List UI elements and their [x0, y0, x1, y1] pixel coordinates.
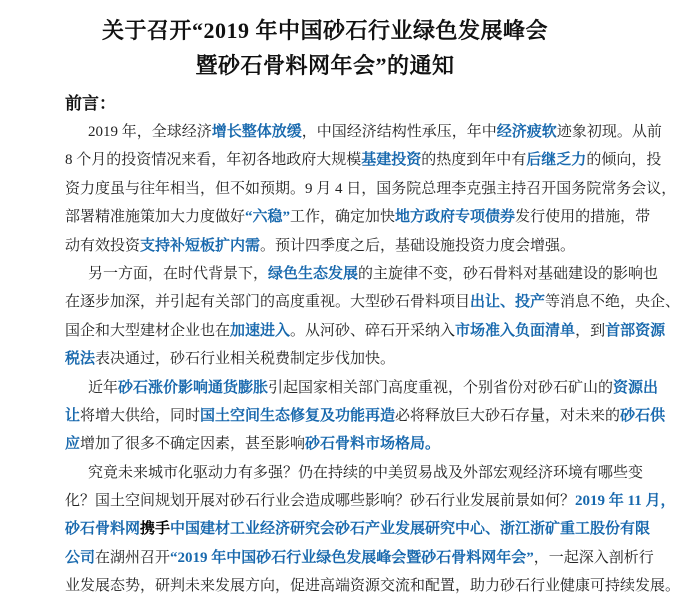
highlighted-phrase: 支持补短板扩内需 — [140, 237, 261, 254]
highlighted-phrase: 让 — [65, 407, 81, 424]
highlighted-phrase: 经济疲软 — [496, 124, 557, 140]
text-segment: 动有效投资 — [65, 237, 141, 254]
highlighted-phrase: 应 — [65, 436, 81, 453]
text-segment: 另一方面，在时代背景下， — [88, 265, 269, 282]
body-text-line — [65, 572, 680, 600]
body-text-line — [65, 374, 659, 402]
text-segment: ，到 — [575, 322, 606, 339]
highlighted-phrase: 国土空间生态修复及功能再造 — [200, 407, 396, 424]
body-text-line — [65, 175, 677, 203]
highlighted-phrase: 砂石骨料市场格局。 — [305, 436, 441, 453]
body-text-line — [65, 515, 651, 543]
bold-phrase: 携手 — [140, 521, 171, 538]
text-segment: 部署精准施策加大力度做好 — [65, 209, 246, 226]
body-text-line — [65, 544, 654, 572]
text-segment: ，中国经济结构性承压，年中 — [301, 124, 497, 140]
text-segment: 业发展态势，研判未来发展方向，促进高端资源交流和配置，助力砂石行业健康可持续发展。 — [65, 578, 680, 595]
text-segment: 引起国家相关部门高度重视，个别省份对砂石矿山的 — [268, 379, 614, 396]
body-text-line — [65, 345, 592, 373]
highlighted-phrase: 市场准入负面清单 — [455, 322, 576, 339]
highlighted-phrase: 增长整体放缓 — [211, 124, 302, 140]
text-segment: 2019 年，全球经济 — [88, 124, 212, 140]
text-segment: 等消息不绝，央企、 — [545, 294, 680, 311]
text-segment: ，一起深入剖析行 — [533, 549, 654, 566]
text-segment: 的热度到年中有 — [421, 152, 527, 169]
text-segment: 迹象初现。从前 — [556, 124, 662, 140]
text-segment: 在逐步加深，并引起有关部门的高度重视。大型砂石骨料项目 — [65, 294, 471, 311]
notice-title-line-2: 暨砂石骨料网年会”的通知 — [195, 53, 455, 78]
notice-title-line-1: 关于召开“2019 年中国砂石行业绿色发展峰会 — [101, 18, 548, 43]
text-segment: 必将释放巨大砂石存量，对未来的 — [395, 407, 621, 424]
highlighted-phrase: 加速进入 — [230, 322, 291, 339]
body-text-line — [65, 402, 666, 430]
highlighted-phrase: “六稳” — [245, 209, 291, 226]
highlighted-phrase: 地方政府专项债券 — [395, 209, 516, 226]
text-segment: 将增大供给，同时 — [80, 407, 201, 424]
body-text-line — [65, 430, 592, 458]
body-text-line — [65, 260, 659, 288]
body-text-line — [65, 118, 662, 146]
highlighted-phrase: 砂石涨价影响通货膨胀 — [118, 379, 269, 396]
text-segment: 在湖州召开 — [95, 549, 171, 566]
text-segment: 。预计四季度之后，基础设施投资力度会增强。 — [260, 237, 576, 254]
text-segment: 的倾向，投 — [586, 152, 662, 169]
highlighted-phrase: 基建投资 — [361, 152, 422, 169]
text-segment: 增加了很多不确定因素，甚至影响 — [80, 436, 306, 453]
body-text-line — [65, 146, 662, 174]
highlighted-phrase: “2019 年中国砂石行业绿色发展峰会暨砂石骨料网年会” — [170, 549, 534, 566]
body-text-line — [65, 459, 644, 487]
body-text-line — [65, 317, 666, 345]
highlighted-phrase: 中国建材工业经济研究会砂石产业发展研究中心、浙江浙矿重工股份有限 — [170, 521, 651, 538]
text-segment: 工作，确定加快 — [290, 209, 396, 226]
highlighted-phrase: 绿色生态发展 — [268, 265, 359, 282]
highlighted-phrase: 2019 年 11 月， — [575, 493, 676, 510]
text-segment: 8 个月的投资情况来看，年初各地政府大规模 — [65, 152, 362, 169]
text-segment: 资力度虽与往年相当，但不如预期。9 月 4 日，国务院总理李克强主持召开国务院常务会议， — [65, 180, 677, 197]
notice-body — [65, 118, 680, 601]
highlighted-phrase: 砂石供 — [620, 407, 666, 424]
highlighted-phrase: 砂石骨料网 — [65, 521, 141, 538]
highlighted-phrase: 公司 — [65, 549, 96, 566]
body-text-line — [65, 232, 592, 260]
text-segment: 化？国土空间规划开展对砂石行业会造成哪些影响？砂石行业发展前景如何？ — [65, 493, 576, 510]
text-segment: 的主旋律不变，砂石骨料对基础建设的影响也 — [358, 265, 659, 282]
text-segment: 。从河砂、碎石开采纳入 — [290, 322, 456, 339]
body-text-line — [65, 487, 676, 515]
highlighted-phrase: 出让、投产 — [470, 294, 546, 311]
text-segment: 究竟未来城市化驱动力有多强？仍在持续的中美贸易战及外部宏观经济环境有哪些变 — [88, 464, 644, 481]
text-segment: 国企和大型建材企业也在 — [65, 322, 231, 339]
body-text-line — [65, 203, 651, 231]
highlighted-phrase: 税法 — [65, 351, 96, 368]
body-text-line — [65, 288, 680, 316]
text-segment: 表决通过，砂石行业相关税费制定步伐加快。 — [95, 351, 396, 368]
highlighted-phrase: 后继乏力 — [526, 152, 587, 169]
preface-heading: 前言： — [65, 94, 116, 113]
text-segment: 发行使用的措施，带 — [515, 209, 651, 226]
highlighted-phrase: 资源出 — [613, 379, 659, 396]
highlighted-phrase: 首部资源 — [605, 322, 666, 339]
text-segment: 近年 — [88, 379, 119, 396]
